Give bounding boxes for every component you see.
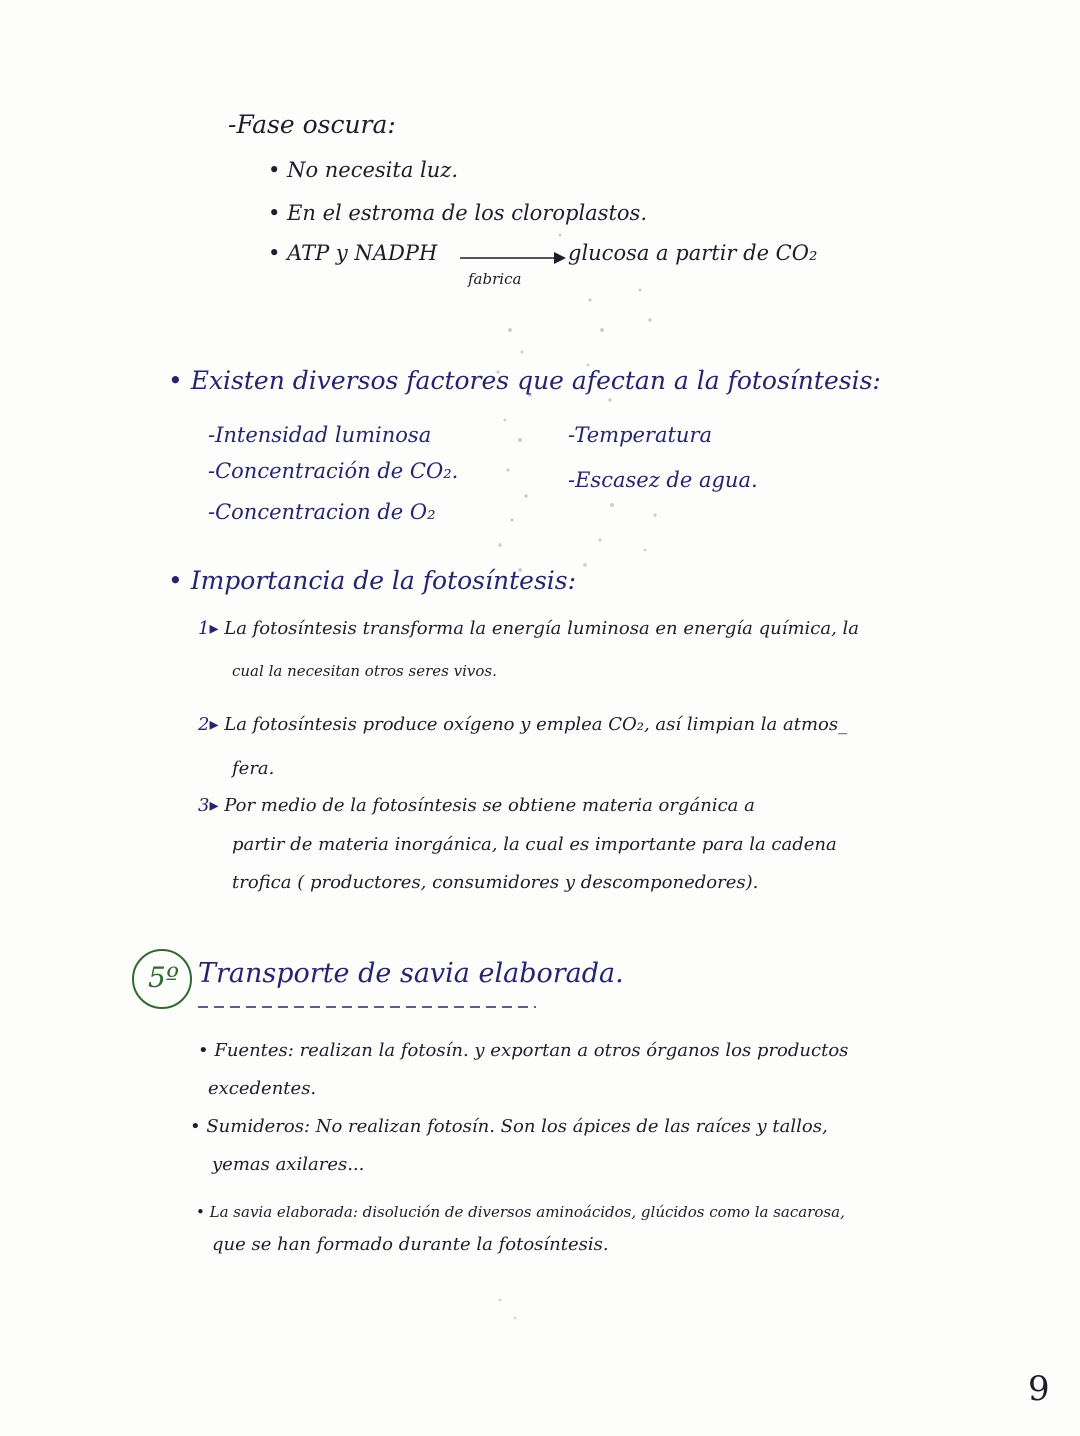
factor-item: -Intensidad luminosa	[208, 423, 432, 447]
point-text: Por medio de la fotosíntesis se obtiene materia orgánica a	[224, 795, 755, 816]
point-text-cont: fera.	[232, 758, 275, 779]
factor-item: -Temperatura	[568, 423, 713, 447]
fuentes-text: Fuentes: realizan la fotosín. y exportan a otros órganos los productos	[214, 1040, 849, 1061]
factor-item: -Concentracion de O₂	[208, 500, 436, 524]
factor-item: -Escasez de agua.	[568, 468, 758, 492]
importancia-point-3	[198, 797, 755, 815]
fase-oscura-item-text: No necesita luz.	[287, 158, 459, 182]
sumideros-text-cont: yemas axilares...	[212, 1154, 365, 1175]
importancia-point-2	[198, 716, 847, 734]
section-number: 5º	[148, 961, 179, 994]
fuentes-item: • Fuentes: realizan la fotosín. y exportan a otros órganos los productos	[198, 1040, 849, 1061]
point-number: 1▸	[198, 618, 219, 639]
point-text-cont: partir de materia inorgánica, la cual es importante para la cadena	[232, 834, 837, 855]
reaction-left: • ATP y NADPH	[268, 241, 438, 265]
factores-heading: • Existen diversos factores que afectan a la fotosíntesis:	[168, 366, 881, 395]
fase-oscura-item-text: En el estroma de los cloroplastos.	[287, 201, 647, 225]
point-text: La fotosíntesis produce oxígeno y emplea CO₂, así limpian la atmos_	[224, 714, 848, 735]
fuentes-text-cont: excedentes.	[208, 1078, 317, 1099]
point-number: 2▸	[198, 714, 219, 735]
reaction-arrow-label: fabrica	[468, 270, 522, 288]
point-text: La fotosíntesis transforma la energía luminosa en energía química, la	[224, 618, 860, 639]
importancia-heading-text: Importancia de la fotosíntesis:	[190, 566, 577, 595]
section-title: Transporte de savia elaborada.	[198, 958, 624, 989]
factor-item: -Concentración de CO₂.	[208, 459, 459, 483]
importancia-heading: • Importancia de la fotosíntesis:	[168, 566, 577, 595]
savia-item: • La savia elaborada: disolución de diversos aminoácidos, glúcidos como la sacarosa,	[196, 1203, 845, 1221]
reaction-arrow-icon	[458, 248, 568, 268]
savia-text: La savia elaborada: disolución de diversos aminoácidos, glúcidos como la sacarosa,	[209, 1203, 845, 1221]
importancia-point-1	[198, 620, 859, 638]
sumideros-text: Sumideros: No realizan fotosín. Son los ápices de las raíces y tallos,	[206, 1116, 828, 1137]
sumideros-item: • Sumideros: No realizan fotosín. Son los ápices de las raíces y tallos,	[190, 1116, 828, 1137]
factores-heading-text: Existen diversos factores que afectan a la fotosíntesis:	[190, 366, 881, 395]
fase-oscura-item: • No necesita luz.	[268, 158, 459, 182]
point-number: 3▸	[198, 795, 219, 816]
savia-text-cont: que se han formado durante la fotosíntesis.	[212, 1234, 609, 1255]
fase-oscura-heading: -Fase oscura:	[228, 110, 396, 139]
point-text-cont: cual la necesitan otros seres vivos.	[232, 662, 497, 680]
page-number: 9	[1028, 1369, 1050, 1409]
fase-oscura-item: • En el estroma de los cloroplastos.	[268, 201, 647, 225]
reaction-product: glucosa a partir de CO₂	[568, 241, 818, 265]
point-text-cont: trofica ( productores, consumidores y descomponedores).	[232, 872, 759, 893]
reaction-reactants: ATP y NADPH	[287, 241, 438, 265]
title-underline	[198, 1004, 538, 1010]
